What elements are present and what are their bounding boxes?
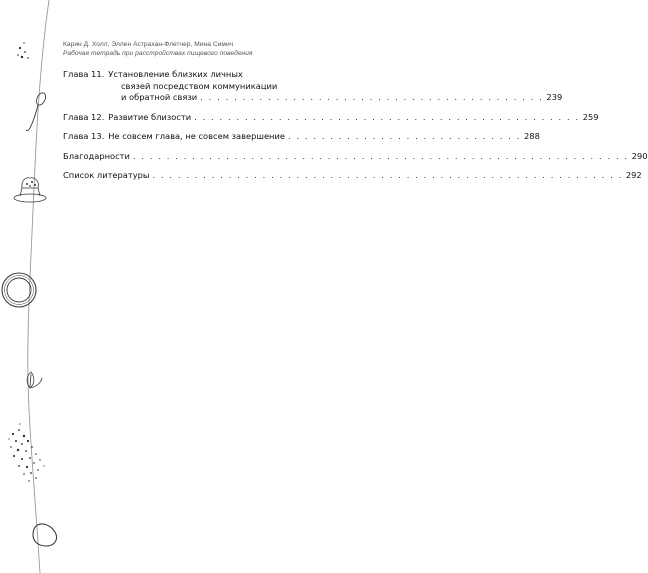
- header-authors: Карин Д. Холл, Эллен Астрахан-Флетчер, Мина Симич: [63, 41, 234, 48]
- toc-entry-chapter-13[interactable]: [63, 131, 540, 143]
- toc-title-line: Список литературы: [63, 170, 150, 180]
- toc-leader-dots: . . . . . . . . . . . . . . . . . . . . . . . . . . . .: [287, 131, 522, 141]
- toc-entry-references[interactable]: [63, 170, 642, 182]
- leaf-icon: [27, 372, 42, 388]
- toc-title-line: связей посредством коммуникации: [121, 80, 278, 91]
- spoon-icon: [26, 91, 47, 130]
- header-book-title: Рабочая тетрадь при расстройствах пищевого поведения: [63, 50, 253, 57]
- toc-title-line: и обратной связи: [121, 92, 198, 102]
- toc-page-number: 239: [546, 92, 563, 102]
- toc-chapter-label: Глава 13.: [63, 131, 105, 141]
- speckle-cluster-icon: [8, 423, 44, 481]
- toc-title-line: Развитие близости: [108, 111, 192, 122]
- toc-page-number: 290: [631, 150, 648, 161]
- toc-chapter-label: Глава 11.: [63, 69, 105, 79]
- toc-page-number: 292: [625, 170, 642, 180]
- toc-leader-dots: . . . . . . . . . . . . . . . . . . . . . . . . . . . . . . . . . . . . . . . . . . . . . .: [194, 111, 580, 122]
- running-header: [63, 40, 393, 58]
- toc-leader-dots: . . . . . . . . . . . . . . . . . . . . . . . . . . . . . . . . . . . . . . . . .: [200, 92, 544, 102]
- table-of-contents: [63, 69, 648, 182]
- toc-entry-chapter-12[interactable]: [63, 111, 599, 124]
- cupcake-icon: [14, 178, 46, 202]
- toc-page-number: 288: [524, 131, 540, 141]
- toc-leader-dots: . . . . . . . . . . . . . . . . . . . . . . . . . . . . . . . . . . . . . . . . . . . . . . . . . . . . . . . . . . .: [132, 150, 629, 161]
- toc-chapter-label: Глава 12.: [63, 111, 105, 122]
- dots-cluster-icon: [17, 42, 29, 59]
- toc-entry-chapter-11[interactable]: [63, 69, 563, 104]
- toc-page-number: 259: [582, 111, 599, 122]
- vine-line-icon: [28, 0, 49, 573]
- plate-icon: [2, 273, 36, 307]
- toc-title-line: Благодарности: [63, 150, 130, 161]
- toc-leader-dots: . . . . . . . . . . . . . . . . . . . . . . . . . . . . . . . . . . . . . . . . . . . . . . . . . . . . . . . .: [152, 170, 623, 180]
- toc-entry-acknowledgements[interactable]: [63, 150, 648, 163]
- toc-title-line: Не совсем глава, не совсем завершение: [108, 131, 285, 141]
- toc-title-line: Установление близких личных: [108, 69, 243, 79]
